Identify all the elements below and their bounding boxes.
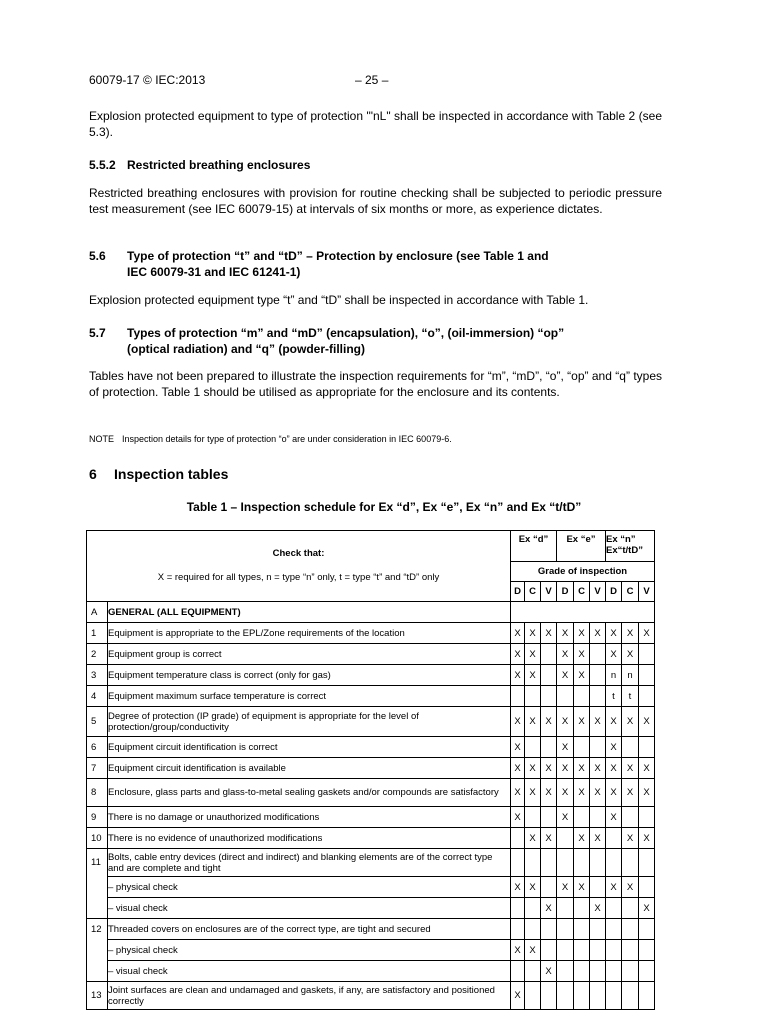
inspection-mark: X [606, 877, 622, 898]
note [89, 434, 452, 444]
grade-letter: D [511, 582, 525, 602]
inspection-mark: t [622, 686, 639, 707]
row-sub-description: – physical check [108, 940, 511, 961]
inspection-mark [590, 665, 606, 686]
inspection-mark [590, 877, 606, 898]
table-row [87, 623, 655, 644]
inspection-mark [541, 737, 557, 758]
inspection-mark: X [557, 758, 574, 779]
row-description: Equipment temperature class is correct (only for gas) [108, 665, 511, 686]
heading-number: 6 [89, 466, 97, 482]
heading-title-line2: IEC 60079-31 and IEC 61241-1) [127, 264, 301, 279]
heading-title-line2: (optical radiation) and “q” (powder-filling) [127, 341, 365, 356]
table-row [87, 828, 655, 849]
inspection-mark: X [639, 623, 655, 644]
inspection-mark: X [574, 644, 590, 665]
inspection-mark: X [525, 644, 541, 665]
paragraph-restricted-breathing: Restricted breathing enclosures with provision for routine checking shall be subjected to periodic pressure test measurement (see IEC 60079-15) at intervals of six months or more, as experience dictates. [89, 186, 662, 216]
inspection-mark: X [511, 737, 525, 758]
inspection-mark: X [525, 940, 541, 961]
table-caption: Table 1 – Inspection schedule for Ex “d”, Ex “e”, Ex “n” and Ex “t/tD” [186, 500, 582, 514]
inspection-mark [590, 849, 606, 877]
inspection-mark: X [574, 828, 590, 849]
inspection-mark: X [511, 665, 525, 686]
inspection-mark [606, 919, 622, 940]
row-number: 10 [87, 828, 108, 849]
inspection-mark: X [639, 758, 655, 779]
row-description: Equipment maximum surface temperature is correct [108, 686, 511, 707]
table-row [87, 758, 655, 779]
inspection-mark [622, 940, 639, 961]
inspection-mark [511, 828, 525, 849]
row-description: Enclosure, glass parts and glass-to-metal sealing gaskets and/or compounds are satisfactory [108, 779, 511, 807]
inspection-mark: X [574, 779, 590, 807]
inspection-mark: X [557, 877, 574, 898]
inspection-mark: X [525, 665, 541, 686]
inspection-mark: X [525, 707, 541, 737]
section-title: GENERAL (ALL EQUIPMENT) [108, 602, 511, 623]
table-row [87, 644, 655, 665]
row-description: There is no evidence of unauthorized modifications [108, 828, 511, 849]
grade-letter: V [590, 582, 606, 602]
table-row [87, 898, 655, 919]
inspection-mark: X [590, 623, 606, 644]
note-label: NOTE [89, 434, 115, 444]
inspection-mark [525, 686, 541, 707]
inspection-mark [541, 686, 557, 707]
inspection-mark [606, 940, 622, 961]
inspection-mark: X [606, 758, 622, 779]
row-number: 9 [87, 807, 108, 828]
grade-letter: C [525, 582, 541, 602]
row-number [87, 877, 108, 898]
row-description: Equipment circuit identification is correct [108, 737, 511, 758]
inspection-mark: X [574, 707, 590, 737]
inspection-mark: X [557, 644, 574, 665]
inspection-mark [639, 686, 655, 707]
heading-5-6 [89, 249, 549, 280]
row-number: 5 [87, 707, 108, 737]
inspection-mark: n [606, 665, 622, 686]
row-number: 3 [87, 665, 108, 686]
row-number: 12 [87, 919, 108, 940]
inspection-mark [557, 898, 574, 919]
grade-letter: D [606, 582, 622, 602]
inspection-mark: X [622, 623, 639, 644]
row-number [87, 961, 108, 982]
inspection-mark: X [606, 623, 622, 644]
inspection-mark [525, 919, 541, 940]
row-description: There is no damage or unauthorized modifications [108, 807, 511, 828]
inspection-mark: X [606, 779, 622, 807]
inspection-mark: X [574, 623, 590, 644]
inspection-mark [590, 940, 606, 961]
inspection-mark: X [557, 779, 574, 807]
inspection-mark: n [622, 665, 639, 686]
row-number [87, 940, 108, 961]
inspection-mark [541, 877, 557, 898]
row-description: Equipment circuit identification is available [108, 758, 511, 779]
inspection-mark [639, 961, 655, 982]
page-number: – 25 – [355, 73, 389, 87]
row-number: 8 [87, 779, 108, 807]
inspection-mark [622, 919, 639, 940]
inspection-mark: X [525, 758, 541, 779]
inspection-mark [639, 665, 655, 686]
heading-6 [89, 466, 228, 482]
note-text: Inspection details for type of protection “o” are under consideration in IEC 60079-6. [122, 434, 452, 444]
check-legend: X = required for all types, n = type “n” only, t = type “t” and “tD” only [157, 572, 440, 583]
inspection-mark [639, 644, 655, 665]
inspection-mark [574, 849, 590, 877]
inspection-mark: X [525, 828, 541, 849]
paragraph-type-t: Explosion protected equipment type “t” and “tD” shall be inspected in accordance with Table 1. [89, 293, 589, 307]
inspection-mark [525, 849, 541, 877]
check-title: Check that: [272, 548, 325, 559]
group-ex-n-line1: Ex “n” [606, 534, 636, 545]
inspection-mark: X [541, 707, 557, 737]
group-ex-n-t [606, 531, 655, 562]
inspection-mark: X [622, 828, 639, 849]
inspection-mark: X [606, 707, 622, 737]
inspection-mark: X [541, 898, 557, 919]
inspection-mark: X [639, 898, 655, 919]
inspection-mark [574, 686, 590, 707]
inspection-mark [606, 849, 622, 877]
inspection-mark [590, 807, 606, 828]
inspection-mark: X [541, 623, 557, 644]
inspection-mark: X [525, 877, 541, 898]
inspection-mark [590, 644, 606, 665]
inspection-mark [590, 737, 606, 758]
inspection-mark [622, 898, 639, 919]
inspection-mark: X [590, 779, 606, 807]
table-row [87, 779, 655, 807]
table-row [87, 686, 655, 707]
inspection-mark [639, 982, 655, 1010]
row-description: Degree of protection (IP grade) of equipment is appropriate for the level of protection/group/conductivity [108, 707, 511, 737]
inspection-mark [574, 898, 590, 919]
inspection-mark [511, 898, 525, 919]
inspection-mark [606, 961, 622, 982]
inspection-mark [541, 849, 557, 877]
inspection-mark [622, 961, 639, 982]
inspection-mark: X [511, 982, 525, 1010]
grade-of-inspection-header: Grade of inspection [511, 562, 655, 582]
heading-title: Inspection tables [114, 466, 229, 482]
inspection-mark [541, 982, 557, 1010]
inspection-mark: X [511, 940, 525, 961]
inspection-mark: t [606, 686, 622, 707]
table-row [87, 919, 655, 940]
inspection-mark [525, 898, 541, 919]
inspection-mark [639, 737, 655, 758]
inspection-mark: X [511, 707, 525, 737]
heading-title: Restricted breathing enclosures [127, 158, 311, 172]
row-number: 1 [87, 623, 108, 644]
row-sub-description: – visual check [108, 898, 511, 919]
table-row [87, 665, 655, 686]
heading-5-7 [89, 326, 564, 357]
inspection-mark [511, 686, 525, 707]
table-row [87, 877, 655, 898]
grade-letter: C [574, 582, 590, 602]
group-ex-d: Ex “d” [511, 531, 557, 562]
inspection-mark [511, 961, 525, 982]
inspection-mark [574, 961, 590, 982]
inspection-mark: X [557, 737, 574, 758]
inspection-mark [622, 737, 639, 758]
inspection-mark [574, 919, 590, 940]
inspection-mark: X [525, 623, 541, 644]
inspection-mark [574, 940, 590, 961]
inspection-mark [590, 961, 606, 982]
row-number: 2 [87, 644, 108, 665]
heading-number: 5.6 [89, 249, 106, 263]
row-description: Equipment group is correct [108, 644, 511, 665]
inspection-mark [525, 961, 541, 982]
row-number: 13 [87, 982, 108, 1010]
grade-letter: V [639, 582, 655, 602]
inspection-mark: X [574, 877, 590, 898]
group-ex-e: Ex “e” [557, 531, 606, 562]
inspection-mark: X [639, 779, 655, 807]
row-description: Bolts, cable entry devices (direct and indirect) and blanking elements are of the correct type and are complete and tight [108, 849, 511, 877]
inspection-mark: X [525, 779, 541, 807]
inspection-mark: X [590, 758, 606, 779]
inspection-mark: X [541, 758, 557, 779]
table-row [87, 807, 655, 828]
inspection-mark: X [590, 898, 606, 919]
inspection-mark: X [622, 644, 639, 665]
row-sub-description: – visual check [108, 961, 511, 982]
inspection-mark [606, 828, 622, 849]
inspection-mark [511, 849, 525, 877]
inspection-mark [622, 807, 639, 828]
inspection-mark [557, 828, 574, 849]
row-number: 6 [87, 737, 108, 758]
section-row [87, 602, 655, 623]
row-number: 4 [87, 686, 108, 707]
row-sub-description: – physical check [108, 877, 511, 898]
row-number: 11 [87, 849, 108, 877]
inspection-mark [590, 686, 606, 707]
inspection-mark [557, 940, 574, 961]
heading-5-5-2 [89, 158, 310, 174]
inspection-mark [639, 877, 655, 898]
inspection-mark: X [574, 758, 590, 779]
inspection-mark [541, 807, 557, 828]
inspection-mark: X [590, 707, 606, 737]
inspection-mark [639, 849, 655, 877]
inspection-mark [557, 961, 574, 982]
inspection-mark: X [639, 707, 655, 737]
inspection-mark [541, 665, 557, 686]
inspection-mark [606, 982, 622, 1010]
inspection-mark [574, 807, 590, 828]
inspection-mark: X [574, 665, 590, 686]
heading-number: 5.7 [89, 326, 106, 340]
inspection-mark: X [541, 828, 557, 849]
table-row [87, 849, 655, 877]
inspection-mark: X [590, 828, 606, 849]
inspection-mark [525, 737, 541, 758]
inspection-mark [557, 982, 574, 1010]
inspection-mark: X [511, 623, 525, 644]
row-description: Equipment is appropriate to the EPL/Zone requirements of the location [108, 623, 511, 644]
heading-title-line1: Types of protection “m” and “mD” (encapsulation), “o”, (oil-immersion) “op” [127, 326, 565, 340]
inspection-mark: X [606, 807, 622, 828]
inspection-mark: X [622, 707, 639, 737]
grade-letter: V [541, 582, 557, 602]
inspection-mark: X [511, 877, 525, 898]
inspection-mark: X [622, 877, 639, 898]
inspection-mark: X [511, 807, 525, 828]
grade-letter: D [557, 582, 574, 602]
inspection-mark [525, 982, 541, 1010]
inspection-mark [541, 644, 557, 665]
inspection-mark [606, 898, 622, 919]
inspection-mark: X [511, 644, 525, 665]
row-number [87, 898, 108, 919]
inspection-mark [511, 919, 525, 940]
inspection-mark [574, 737, 590, 758]
inspection-mark [541, 919, 557, 940]
row-description: Joint surfaces are clean and undamaged and gaskets, if any, are satisfactory and positioned correctly [108, 982, 511, 1010]
inspection-mark: X [541, 961, 557, 982]
heading-title-line1: Type of protection “t” and “tD” – Protection by enclosure (see Table 1 and [127, 249, 549, 263]
group-ex-n-line2: Ex“t/tD” [606, 545, 643, 556]
inspection-mark: X [541, 779, 557, 807]
inspection-mark [622, 982, 639, 1010]
document-number: 60079-17 © IEC:2013 [89, 73, 206, 87]
inspection-mark: X [511, 758, 525, 779]
inspection-mark: X [606, 737, 622, 758]
table-group-header-row [87, 531, 655, 562]
inspection-mark [574, 982, 590, 1010]
paragraph-nl: Explosion protected equipment to type of protection "'nL" shall be inspected in accordance with Table 2 (see 5.3). [89, 109, 662, 139]
row-description: Threaded covers on enclosures are of the correct type, are tight and secured [108, 919, 511, 940]
inspection-mark: X [622, 779, 639, 807]
inspection-mark: X [606, 644, 622, 665]
table-row [87, 982, 655, 1010]
inspection-mark: X [557, 623, 574, 644]
inspection-mark [541, 940, 557, 961]
inspection-mark [639, 940, 655, 961]
inspection-mark [557, 686, 574, 707]
inspection-mark: X [557, 665, 574, 686]
inspection-mark: X [557, 707, 574, 737]
inspection-mark [525, 807, 541, 828]
inspection-mark [639, 807, 655, 828]
inspection-table [86, 530, 655, 1010]
inspection-mark [557, 919, 574, 940]
inspection-mark [557, 849, 574, 877]
inspection-mark: X [622, 758, 639, 779]
heading-number: 5.5.2 [89, 158, 116, 172]
inspection-mark [590, 982, 606, 1010]
inspection-mark [639, 919, 655, 940]
inspection-mark [590, 919, 606, 940]
grade-letter: C [622, 582, 639, 602]
inspection-mark: X [557, 807, 574, 828]
table-row [87, 940, 655, 961]
table-row [87, 707, 655, 737]
row-number: 7 [87, 758, 108, 779]
inspection-mark: X [639, 828, 655, 849]
paragraph-tables-not-prepared: Tables have not been prepared to illustrate the inspection requirements for “m”, “mD”, “o”, “op” and “q” types of protection. Table 1 should be utilised as appropriate for the enclosure and its contents. [89, 369, 662, 399]
table-row [87, 737, 655, 758]
inspection-mark [622, 849, 639, 877]
section-letter: A [87, 602, 108, 623]
table-row [87, 961, 655, 982]
check-header-cell [87, 531, 511, 602]
inspection-mark: X [511, 779, 525, 807]
